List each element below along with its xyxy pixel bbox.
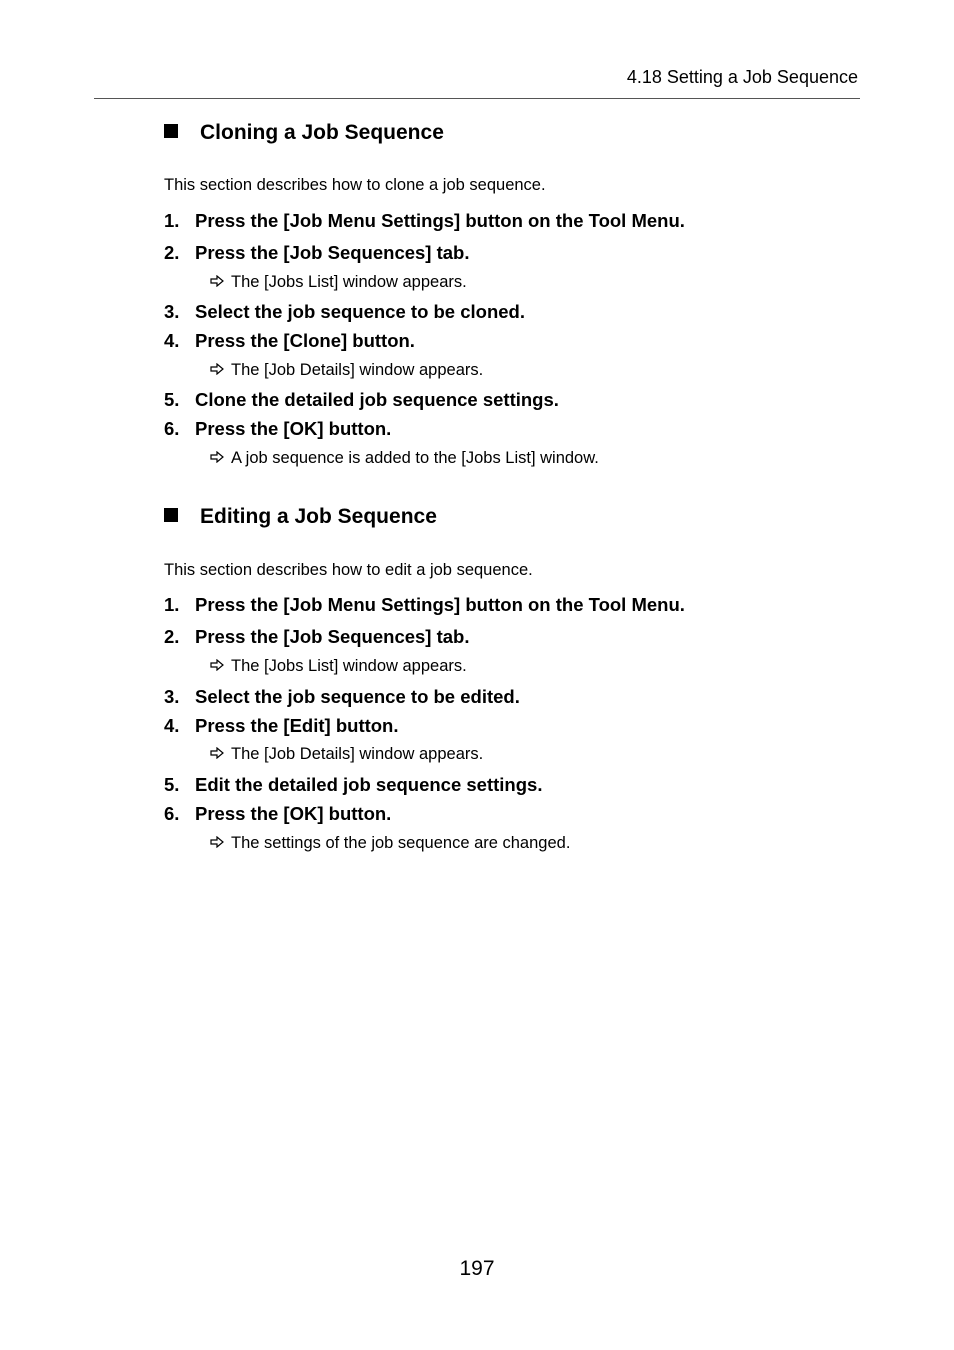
result-text: The [Jobs List] window appears. xyxy=(231,657,467,675)
step-result xyxy=(210,360,483,380)
result-text: The [Job Details] window appears. xyxy=(231,745,484,763)
step-item xyxy=(164,210,685,232)
step-text: Press the [OK] button. xyxy=(195,418,392,439)
step-text: Press the [Job Sequences] tab. xyxy=(195,626,470,647)
step-number: 2. xyxy=(164,242,180,263)
page-number: 197 xyxy=(459,1257,495,1280)
square-bullet-icon xyxy=(164,124,178,138)
step-item xyxy=(164,330,415,352)
step-result xyxy=(210,656,467,676)
step-item xyxy=(164,686,520,708)
step-item xyxy=(164,418,391,440)
step-text: Edit the detailed job sequence settings. xyxy=(195,774,543,795)
step-item xyxy=(164,803,391,825)
step-number: 5. xyxy=(164,774,180,795)
step-result xyxy=(210,272,467,292)
step-text: Press the [Clone] button. xyxy=(195,330,415,351)
running-header: 4.18 Setting a Job Sequence xyxy=(626,67,858,87)
step-item xyxy=(164,389,559,411)
section-heading-editing xyxy=(164,504,437,530)
section-title: Editing a Job Sequence xyxy=(200,505,437,528)
result-arrow-icon xyxy=(210,275,224,287)
step-text: Press the [OK] button. xyxy=(195,803,392,824)
step-result xyxy=(210,448,599,468)
step-item xyxy=(164,594,685,616)
step-text: Press the [Job Menu Settings] button on the Tool Menu. xyxy=(195,210,685,231)
result-text: The settings of the job sequence are changed. xyxy=(231,834,571,852)
step-text: Press the [Job Sequences] tab. xyxy=(195,242,470,263)
step-number: 2. xyxy=(164,626,180,647)
step-item xyxy=(164,301,525,323)
step-text: Select the job sequence to be edited. xyxy=(195,686,520,707)
result-text: A job sequence is added to the [Jobs List] window. xyxy=(231,449,599,467)
section-intro: This section describes how to edit a job sequence. xyxy=(164,561,533,579)
step-number: 4. xyxy=(164,330,180,351)
section-title: Cloning a Job Sequence xyxy=(200,121,444,144)
step-number: 5. xyxy=(164,389,180,410)
header-divider xyxy=(94,98,860,99)
step-result xyxy=(210,833,570,853)
step-number: 3. xyxy=(164,686,180,707)
result-arrow-icon xyxy=(210,747,224,759)
section-intro: This section describes how to clone a job sequence. xyxy=(164,176,546,194)
result-text: The [Job Details] window appears. xyxy=(231,361,484,379)
step-number: 1. xyxy=(164,594,180,615)
step-text: Select the job sequence to be cloned. xyxy=(195,301,525,322)
step-number: 1. xyxy=(164,210,180,231)
square-bullet-icon xyxy=(164,508,178,522)
step-item xyxy=(164,774,542,796)
section-heading-cloning xyxy=(164,120,444,146)
step-result xyxy=(210,744,483,764)
step-item xyxy=(164,242,470,264)
step-number: 6. xyxy=(164,803,180,824)
result-arrow-icon xyxy=(210,836,224,848)
result-arrow-icon xyxy=(210,363,224,375)
step-item xyxy=(164,715,399,737)
step-text: Press the [Edit] button. xyxy=(195,715,399,736)
result-arrow-icon xyxy=(210,451,224,463)
step-text: Clone the detailed job sequence settings. xyxy=(195,389,559,410)
result-arrow-icon xyxy=(210,659,224,671)
result-text: The [Jobs List] window appears. xyxy=(231,273,467,291)
step-number: 6. xyxy=(164,418,180,439)
step-number: 4. xyxy=(164,715,180,736)
step-item xyxy=(164,626,470,648)
step-text: Press the [Job Menu Settings] button on the Tool Menu. xyxy=(195,594,685,615)
step-number: 3. xyxy=(164,301,180,322)
